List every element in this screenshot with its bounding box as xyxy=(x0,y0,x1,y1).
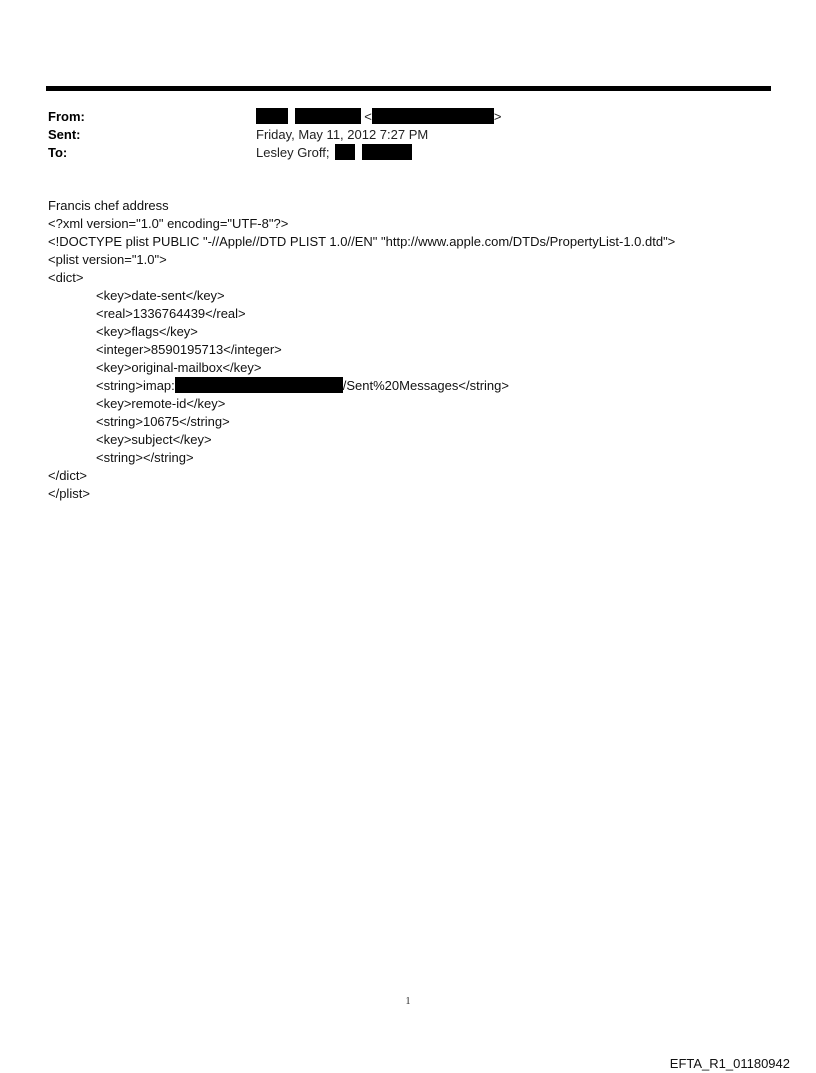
body-line: </dict> xyxy=(48,468,88,483)
sent-value: Friday, May 11, 2012 7:27 PM xyxy=(256,127,429,142)
redaction-block xyxy=(295,108,361,124)
to-value xyxy=(256,144,412,161)
body-line: <key>subject</key> xyxy=(96,432,212,447)
imap-line xyxy=(48,377,675,395)
body-line: <real>1336764439</real> xyxy=(96,306,246,321)
from-email-open: < xyxy=(364,109,372,124)
header-rule xyxy=(46,86,771,91)
body-line: <key>remote-id</key> xyxy=(96,396,226,411)
body-line: </plist> xyxy=(48,486,90,501)
from-label: From: xyxy=(48,109,85,124)
body-line: <dict> xyxy=(48,270,84,285)
from-email-close: > xyxy=(493,109,502,124)
redaction-block xyxy=(362,144,412,160)
body-line: <key>flags</key> xyxy=(96,324,198,339)
body-line: <string></string> xyxy=(96,450,194,465)
body-line: <string>10675</string> xyxy=(96,414,230,429)
imap-suffix: /Sent%20Messages</string> xyxy=(342,378,509,393)
imap-prefix: <string>imap: xyxy=(96,378,175,393)
bates-number: EFTA_R1_01180942 xyxy=(669,1056,790,1071)
redaction-block xyxy=(335,144,355,160)
to-label: To: xyxy=(48,145,68,160)
redaction-block xyxy=(175,377,343,393)
body-line: <key>original-mailbox</key> xyxy=(96,360,262,375)
body-line: <key>date-sent</key> xyxy=(96,288,225,303)
redaction-block xyxy=(372,108,494,124)
body-line: <plist version="1.0"> xyxy=(48,252,167,267)
body-line: <?xml version="1.0" encoding="UTF-8"?> xyxy=(48,216,289,231)
from-value xyxy=(256,108,501,125)
page-number: 1 xyxy=(405,996,411,1007)
message-body xyxy=(48,197,675,503)
sent-label: Sent: xyxy=(48,127,81,142)
body-line: Francis chef address xyxy=(48,198,169,213)
body-line: <!DOCTYPE plist PUBLIC "-//Apple//DTD PLIST 1.0//EN" "http://www.apple.com/DTDs/PropertyList-1.0.dtd"> xyxy=(48,234,676,249)
body-line: <integer>8590195713</integer> xyxy=(96,342,282,357)
to-recipient: Lesley Groff; xyxy=(256,145,330,160)
redaction-block xyxy=(256,108,288,124)
